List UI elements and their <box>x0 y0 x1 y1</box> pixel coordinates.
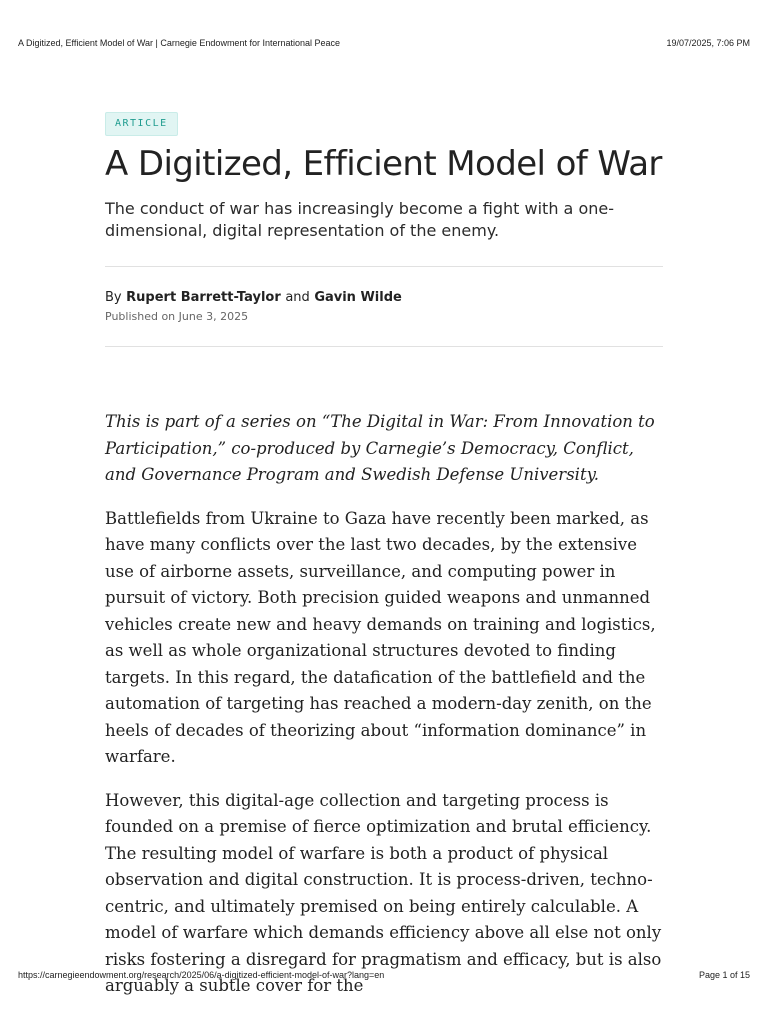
article-type-badge: ARTICLE <box>105 112 178 136</box>
print-footer-url: https://carnegieendowment.org/research/2025/06/a-digitized-efficient-model-of-war?lang=en <box>18 970 385 980</box>
author-link-gavin-wilde[interactable]: Gavin Wilde <box>314 290 402 305</box>
series-intro: This is part of a series on “The Digital in War: From Innovation to Participation,” co-produced by Carnegie’s Democracy, Conflict, and Governance Program and Swedish Defense University. <box>105 412 655 484</box>
byline-conjunction: and <box>285 290 310 305</box>
article-title: A Digitized, Efficient Model of War <box>105 144 662 184</box>
byline-prefix: By <box>105 290 122 305</box>
byline-block <box>105 289 663 324</box>
article-subtitle: The conduct of war has increasingly become a fight with a one-dimensional, digital representation of the enemy. <box>105 199 614 240</box>
author-link-rupert-barrett-taylor[interactable]: Rupert Barrett-Taylor <box>126 290 281 305</box>
byline <box>105 289 663 307</box>
body-paragraph: Battlefields from Ukraine to Gaza have recently been marked, as have many conflicts over the last two decades, by the extensive use of airborne assets, surveillance, and computing power in pursuit of victory. Both precision guided weapons and unmanned vehicles create new and heavy demands on training and logistics, as well as whole organizational structures devoted to finding targets. In this regard, the datafication of the battlefield and the automation of targeting has reached a modern-day zenith, on the heels of decades of theorizing about “information dominance” in warfare. <box>105 508 656 766</box>
divider-bottom <box>105 346 663 347</box>
body-paragraph: However, this digital-age collection and targeting process is founded on a premise of fierce optimization and brutal efficiency. The resulting model of warfare is both a product of physical observation and digital construction. It is process-driven, techno-centric, and ultimately premised on being entirely calculable. A model of warfare which demands efficiency above all else not only risks fostering a disregard for pragmatism and efficacy, but is also arguably a subtle cover for the <box>105 790 662 995</box>
print-header-title: A Digitized, Efficient Model of War | Carnegie Endowment for International Peace <box>18 38 341 48</box>
divider-top <box>105 266 663 267</box>
print-footer-page-number: Page 1 of 15 <box>698 970 750 980</box>
published-date: Published on June 3, 2025 <box>105 310 249 323</box>
print-header <box>18 36 750 52</box>
article <box>105 112 663 1000</box>
print-header-datetime: 19/07/2025, 7:06 PM <box>666 38 750 48</box>
print-footer <box>18 970 750 984</box>
